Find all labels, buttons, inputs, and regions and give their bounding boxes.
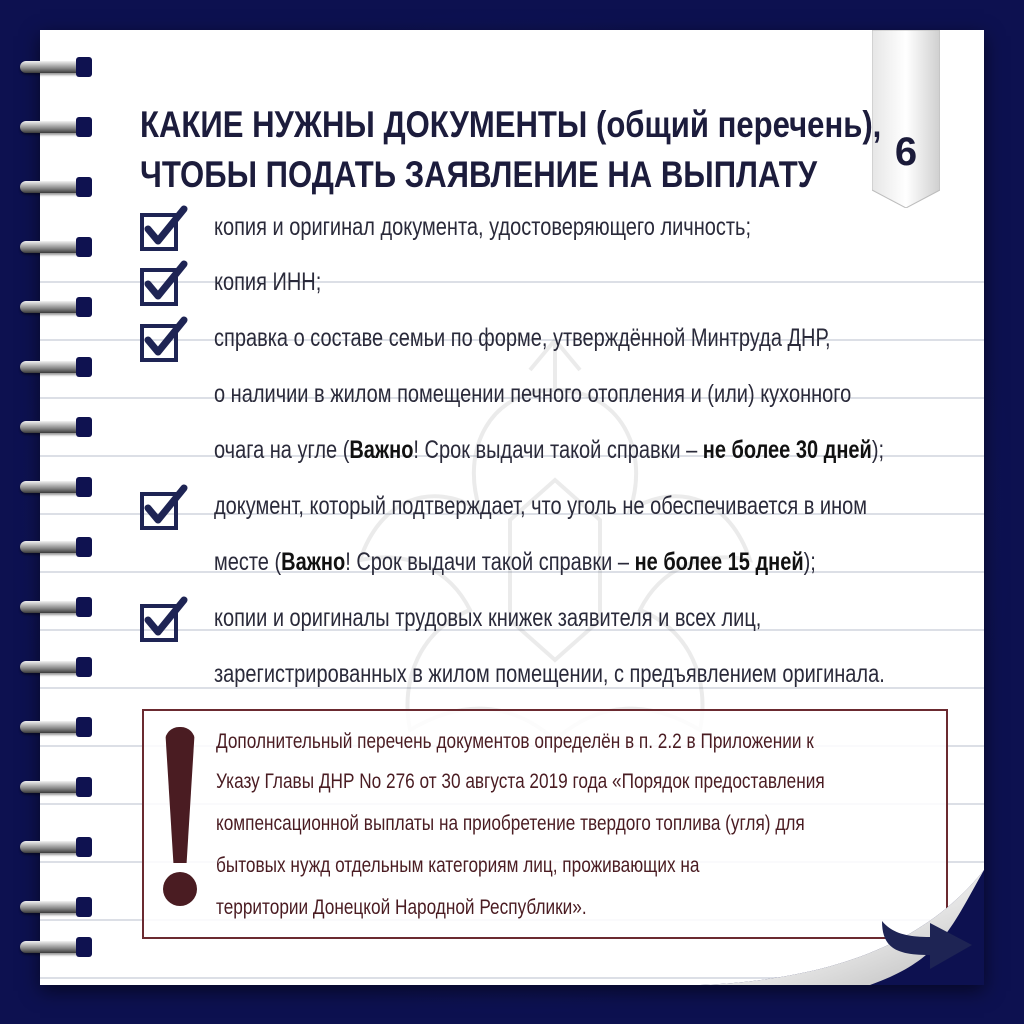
note-text: бытовых нужд отдельным категориям лиц, проживающих на: [216, 854, 700, 877]
note-text: Дополнительный перечень документов определён в п. 2.2 в Приложении к: [216, 730, 814, 753]
list-item-continued: зарегистрированных в жилом помещении, с предъявлением оригинала.: [214, 660, 885, 688]
note-text: территории Донецкой Народной Республики».: [216, 896, 587, 919]
note-text: Указу Главы ДНР No 276 от 30 августа 2019 года «Порядок предоставления: [216, 770, 825, 793]
list-item: копии и оригиналы трудовых книжек заявителя и всех лиц,: [214, 604, 762, 632]
important-label: Важно: [349, 436, 414, 464]
next-arrow-icon[interactable]: [878, 915, 978, 977]
title-line-2: ЧТОБЫ ПОДАТЬ ЗАЯВЛЕНИЕ НА ВЫПЛАТУ: [140, 154, 818, 195]
checkmark-icon: [140, 205, 188, 253]
exclamation-dot: [163, 872, 197, 906]
list-item: документ, который подтверждает, что уголь не обеспечивается в ином: [214, 492, 868, 520]
checkmark-icon: [140, 596, 188, 644]
list-item: копия ИНН;: [214, 268, 322, 296]
list-item: копия и оригинал документа, удостоверяющего личность;: [214, 213, 752, 241]
checkmark-icon: [140, 484, 188, 532]
title-line-1: КАКИЕ НУЖНЫ ДОКУМЕНТЫ (общий перечень),: [140, 104, 882, 145]
note-text: компенсационной выплаты на приобретение твердого топлива (угля) для: [216, 812, 805, 835]
list-item-continued: о наличии в жилом помещении печного отопления и (или) кухонного: [214, 380, 852, 408]
page-number: 6: [894, 130, 918, 174]
important-label: Важно: [281, 548, 346, 576]
checkmark-icon: [140, 316, 188, 364]
list-item-continued: месте (Важно! Срок выдачи такой справки – не более 15 дней);: [214, 548, 816, 576]
list-item-continued: очага на угле (Важно! Срок выдачи такой справки – не более 30 дней);: [214, 436, 885, 464]
checkmark-icon: [140, 260, 188, 308]
deadline-label: не более 15 дней: [634, 548, 804, 576]
list-item: справка о составе семьи по форме, утверждённой Минтруда ДНР,: [214, 324, 831, 352]
deadline-label: не более 30 дней: [702, 436, 872, 464]
